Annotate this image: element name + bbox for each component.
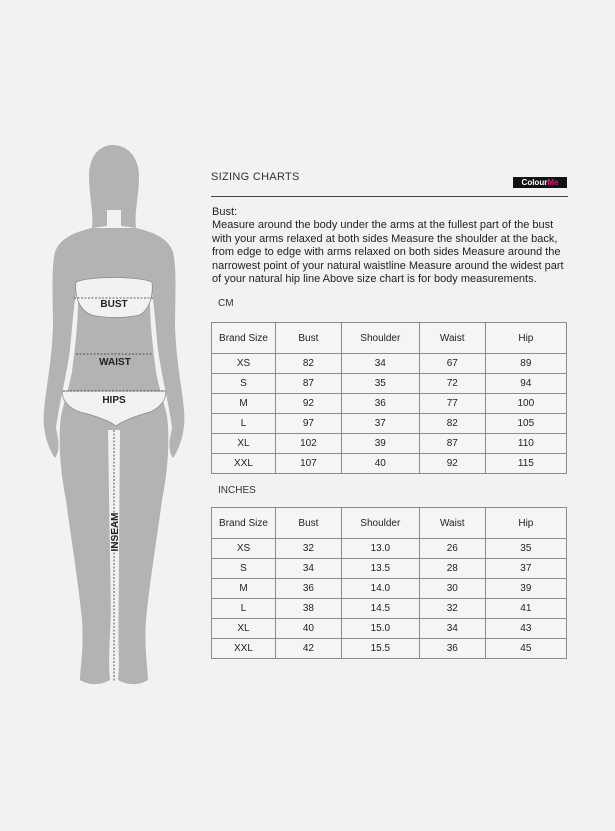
table-cell: 39 bbox=[485, 579, 566, 599]
table-cell: 94 bbox=[485, 374, 566, 394]
table-cell: 42 bbox=[276, 639, 342, 659]
table-cell: 67 bbox=[419, 354, 485, 374]
table-cell: 92 bbox=[276, 394, 342, 414]
header-hip: Hip bbox=[485, 323, 566, 354]
table-cell: S bbox=[212, 559, 276, 579]
header-brand-size: Brand Size bbox=[212, 323, 276, 354]
table-cell: 89 bbox=[485, 354, 566, 374]
table-row bbox=[212, 374, 567, 394]
table-cell: 87 bbox=[419, 434, 485, 454]
table-cell: 39 bbox=[341, 434, 419, 454]
description-heading: Bust: bbox=[212, 206, 238, 218]
table-row bbox=[212, 599, 567, 619]
table-cell: 36 bbox=[419, 639, 485, 659]
brand-logo bbox=[513, 177, 567, 188]
table-cell: M bbox=[212, 579, 276, 599]
table-cell: XXL bbox=[212, 639, 276, 659]
table-cell: 92 bbox=[419, 454, 485, 474]
table-cell: 107 bbox=[276, 454, 342, 474]
table-cell: XS bbox=[212, 539, 276, 559]
table-header-row bbox=[212, 323, 567, 354]
table-row bbox=[212, 414, 567, 434]
table-cell: 37 bbox=[485, 559, 566, 579]
table-cell: 34 bbox=[419, 619, 485, 639]
body-silhouette-figure bbox=[0, 0, 200, 831]
table-cell: 13.0 bbox=[341, 539, 419, 559]
table-row bbox=[212, 639, 567, 659]
table-cell: 102 bbox=[276, 434, 342, 454]
cm-size-table bbox=[211, 322, 567, 474]
table-header-row bbox=[212, 508, 567, 539]
inches-unit-label: INCHES bbox=[218, 485, 256, 496]
table-cell: 34 bbox=[276, 559, 342, 579]
table-cell: 36 bbox=[341, 394, 419, 414]
table-cell: 100 bbox=[485, 394, 566, 414]
table-cell: 43 bbox=[485, 619, 566, 639]
table-cell: L bbox=[212, 599, 276, 619]
cm-unit-label: CM bbox=[218, 298, 234, 309]
table-cell: 115 bbox=[485, 454, 566, 474]
table-cell: 38 bbox=[276, 599, 342, 619]
measurement-description bbox=[212, 206, 572, 286]
table-cell: S bbox=[212, 374, 276, 394]
table-cell: 45 bbox=[485, 639, 566, 659]
table-cell: 110 bbox=[485, 434, 566, 454]
table-cell: 15.0 bbox=[341, 619, 419, 639]
table-cell: 13.5 bbox=[341, 559, 419, 579]
table-cell: 14.5 bbox=[341, 599, 419, 619]
table-cell: 97 bbox=[276, 414, 342, 434]
header-hip: Hip bbox=[485, 508, 566, 539]
header-waist: Waist bbox=[419, 508, 485, 539]
header-waist: Waist bbox=[419, 323, 485, 354]
table-cell: 30 bbox=[419, 579, 485, 599]
inseam-label: INSEAM bbox=[110, 512, 121, 552]
table-cell: 40 bbox=[276, 619, 342, 639]
table-cell: M bbox=[212, 394, 276, 414]
table-row bbox=[212, 394, 567, 414]
table-cell: 37 bbox=[341, 414, 419, 434]
table-cell: 14.0 bbox=[341, 579, 419, 599]
table-cell: 87 bbox=[276, 374, 342, 394]
header-brand-size: Brand Size bbox=[212, 508, 276, 539]
table-cell: XS bbox=[212, 354, 276, 374]
table-cell: 28 bbox=[419, 559, 485, 579]
table-row bbox=[212, 354, 567, 374]
logo-text-me: Me bbox=[547, 178, 559, 187]
hips-label: HIPS bbox=[102, 395, 126, 406]
table-row bbox=[212, 434, 567, 454]
table-cell: 35 bbox=[485, 539, 566, 559]
table-cell: 15.5 bbox=[341, 639, 419, 659]
table-cell: XL bbox=[212, 619, 276, 639]
header-bust: Bust bbox=[276, 508, 342, 539]
table-cell: 32 bbox=[276, 539, 342, 559]
table-cell: 35 bbox=[341, 374, 419, 394]
page-title: SIZING CHARTS bbox=[211, 171, 300, 183]
header-shoulder: Shoulder bbox=[341, 508, 419, 539]
inches-size-table bbox=[211, 507, 567, 659]
table-cell: L bbox=[212, 414, 276, 434]
bust-marker bbox=[74, 278, 154, 318]
table-cell: XXL bbox=[212, 454, 276, 474]
table-cell: 26 bbox=[419, 539, 485, 559]
table-row bbox=[212, 539, 567, 559]
table-cell: 36 bbox=[276, 579, 342, 599]
bust-label: BUST bbox=[100, 299, 128, 310]
table-cell: 41 bbox=[485, 599, 566, 619]
table-cell: 32 bbox=[419, 599, 485, 619]
table-cell: XL bbox=[212, 434, 276, 454]
waist-label: WAIST bbox=[99, 357, 131, 368]
table-cell: 82 bbox=[276, 354, 342, 374]
header-shoulder: Shoulder bbox=[341, 323, 419, 354]
table-cell: 82 bbox=[419, 414, 485, 434]
table-row bbox=[212, 559, 567, 579]
table-cell: 77 bbox=[419, 394, 485, 414]
table-cell: 40 bbox=[341, 454, 419, 474]
table-row bbox=[212, 454, 567, 474]
table-row bbox=[212, 579, 567, 599]
table-cell: 72 bbox=[419, 374, 485, 394]
table-row bbox=[212, 619, 567, 639]
title-divider bbox=[211, 196, 568, 197]
logo-text-colour: Colour bbox=[521, 178, 548, 187]
table-cell: 34 bbox=[341, 354, 419, 374]
table-cell: 105 bbox=[485, 414, 566, 434]
header-bust: Bust bbox=[276, 323, 342, 354]
description-body: Measure around the body under the arms at the fullest part of the bust with your arms relaxed at both sides Measure the shoulder at the back, from edge to edge with arms relaxed on both sides Measure around the narrowest point of your natural waistline Measure around the widest part of your natural hip line Above size chart is for body measurements. bbox=[212, 219, 564, 286]
